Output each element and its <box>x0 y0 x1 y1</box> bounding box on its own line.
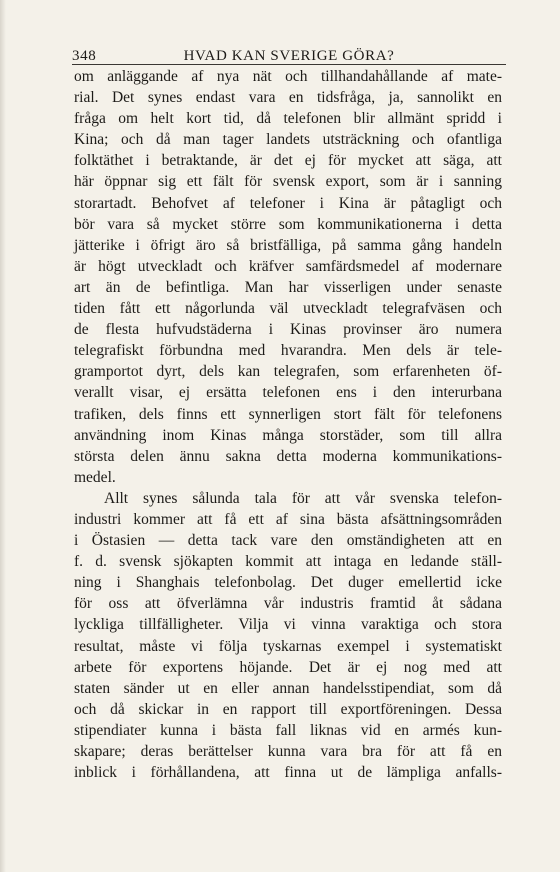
text-line: är högt utveckladt och kräfver samfärdsmedel af modernare <box>74 257 502 275</box>
text-line: staten sänder ut en eller annan handelsstipendiat, som då <box>74 679 502 697</box>
text-line: resultat, måste vi följa tyskarnas exempel i systematiskt <box>74 637 502 655</box>
header-rule <box>72 64 506 65</box>
text-line: användning inom Kinas många storstäder, som till allra <box>74 426 502 444</box>
text-line: rial. Det synes endast vara en tidsfråga, ja, sannolikt en <box>74 89 502 107</box>
body-text <box>74 66 502 783</box>
text-line: ning i Shanghais telefonbolag. Det duger emellertid icke <box>74 574 502 592</box>
text-line: Allt synes sålunda tala för att vår svenska telefon- <box>104 489 502 507</box>
text-line: medel. <box>74 468 116 486</box>
text-line: bör vara så mycket större som kommunikationerna i detta <box>74 215 502 233</box>
text-line: här öppnar sig ett fält för svensk export, som är i sanning <box>74 173 502 191</box>
page-number: 348 <box>72 48 97 64</box>
text-line: trafiken, dels finns ett synnerligen stort fält för telefonens <box>74 405 502 423</box>
text-line: gramportot dyrt, dels kan telegrafen, som erfarenheten öf- <box>74 363 502 381</box>
text-line: arbete för exportens höjande. Det är ej nog med att <box>74 658 502 676</box>
text-line: skapare; deras berättelser kunna vara bra för att få en <box>74 743 502 760</box>
text-line: inblick i förhållandena, att finna ut de lämpliga anfalls- <box>74 764 502 782</box>
text-line: telegrafiskt förbundna med hvarandra. Men dels är tele- <box>74 342 502 360</box>
text-line: och då skickar in en rapport till exportföreningen. Dessa <box>74 700 502 718</box>
page-edge-shadow <box>0 0 6 872</box>
running-title: HVAD KAN SVERIGE GÖRA? <box>183 48 395 64</box>
text-line: storartadt. Behofvet af telefoner i Kina är påtagligt och <box>74 194 502 212</box>
text-line: lyckliga tillfälligheter. Vilja vi vinna varaktiga och stora <box>74 616 502 634</box>
text-line: om anläggande af nya nät och tillhandahållande af mate- <box>74 68 502 85</box>
text-line: f. d. svensk sjökapten kommit att intaga en ledande ställ- <box>74 553 502 571</box>
text-line: industri kommer att få ett af sina bästa afsättningsområden <box>74 510 502 528</box>
text-line: fråga om helt kort tid, då telefonen blir allmänt spridd i <box>74 110 502 128</box>
text-line: art än de befintliga. Man har visserligen under senaste <box>74 278 502 296</box>
text-line: Kina; och då man tager landets utsträckning och ofantliga <box>74 131 502 149</box>
text-line: folktäthet i betraktande, är det ej för mycket att säga, att <box>74 152 502 170</box>
text-line: tiden fått ett någorlunda väl utveckladt telegrafväsen och <box>74 300 502 318</box>
text-line: de flesta hufvudstäderna i Kinas provinser äro numera <box>74 321 502 339</box>
text-line: största delen ännu sakna detta moderna kommunikations- <box>74 447 502 465</box>
text-line: jätterike i öfrigt äro så bristfälliga, på samma gång handeln <box>74 236 502 254</box>
page-header <box>72 40 506 66</box>
text-line: för oss att öfverlämna vår industris framtid åt sådana <box>74 595 502 613</box>
text-line: verallt visar, ej ersätta telefonen ens i den interurbana <box>74 384 502 402</box>
text-line: i Östasien — detta tack vare den omständigheten att en <box>74 532 502 550</box>
text-line: stipendiater kunna i bästa fall liknas vid en armés kun- <box>74 721 502 739</box>
